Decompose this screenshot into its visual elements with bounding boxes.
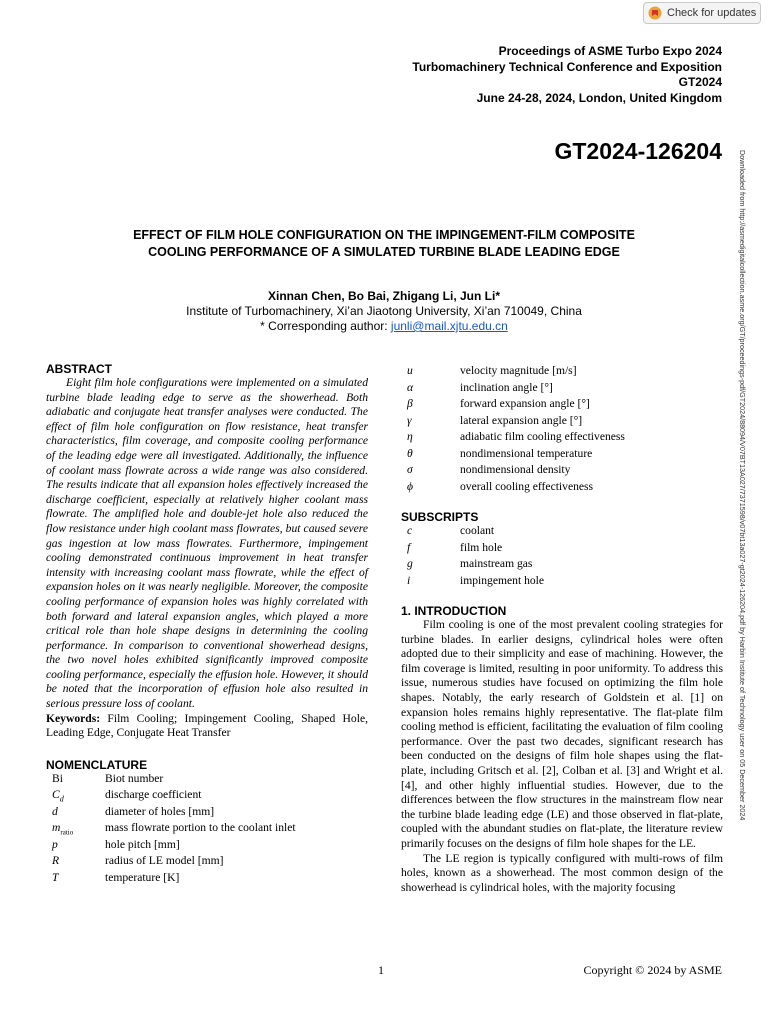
definition: discharge coefficient xyxy=(105,788,202,802)
symbol: θ xyxy=(407,446,413,460)
proceedings-line: Turbomachinery Technical Conference and Exposition xyxy=(412,59,722,74)
definition: inclination angle [°] xyxy=(460,380,553,394)
download-note: Downloaded from http://asmedigitalcollection.asme.org/GT/proceedings-pdf/GT2024/88094/V07BT13A027/7371598/v07bt13a027-gt2024-126204.pdf by Harbin Institute of Technology user on 05 December 2024 xyxy=(738,150,747,821)
table-row xyxy=(401,447,625,464)
greek-nomenclature-table xyxy=(401,364,625,496)
definition: diameter of holes [mm] xyxy=(105,804,215,818)
definition: nondimensional density xyxy=(460,463,571,476)
symbol: α xyxy=(407,380,414,394)
introduction-section xyxy=(401,604,723,895)
symbol-subscript: ratio xyxy=(60,828,74,837)
corresponding-author xyxy=(46,319,722,334)
proceedings-header xyxy=(412,44,722,106)
symbol: p xyxy=(52,837,58,851)
title-line: COOLING PERFORMANCE OF A SIMULATED TURBINE BLADE LEADING EDGE xyxy=(148,244,620,259)
definition: impingement hole xyxy=(460,573,545,587)
proceedings-line: Proceedings of ASME Turbo Expo 2024 xyxy=(498,44,722,58)
symbol: R xyxy=(52,854,60,868)
symbol: g xyxy=(407,557,413,570)
symbol: c xyxy=(407,524,413,537)
table-row xyxy=(46,854,296,871)
symbol-base: m xyxy=(52,821,61,835)
table-row xyxy=(46,838,296,855)
symbol: η xyxy=(407,430,413,443)
corresponding-email-link[interactable]: junli@mail.xjtu.edu.cn xyxy=(390,319,508,333)
author-names: Xinnan Chen, Bo Bai, Zhigang Li, Jun Li* xyxy=(267,289,500,303)
author-block xyxy=(46,289,722,334)
table-row xyxy=(401,364,625,381)
table-row xyxy=(401,524,544,541)
definition: hole pitch [mm] xyxy=(105,837,180,851)
definition: overall cooling effectiveness xyxy=(460,479,594,493)
abstract-text: Eight film hole configurations were implemented on a simulated turbine blade leading edge to serve as the showerhead. Both adiabatic and conjugate heat transfer analyses were conducted. The effect of film hole configuration on flow resistance, heat transfer characteristics, film coverage, and composite cooling performance of the leading edge were all investigated. Additionally, the influence of coolant mass flowrate across a wide range was also considered. The results indicate that all expansion holes effectively increased the discharge coefficient, especially at relatively higher coolant mass flowrate. The amplified hole and double-jet hole also reduced the flow resistance under high coolant mass flowrates, but caused severe gas ingestion at low mass flowrates. Furthermore, impingement cooling demonstrated continuous improvement in heat transfer intensity with increasing coolant mass flowrate, while the effect of expansion holes on it was nearly negligible. Moreover, the composite cooling performance of expansion holes was highly correlated with both forward and lateral expansion angles, which played a more critical role than hole shape designs in determining the cooling performance. In comparison to conventional showerhead designs, the two novel holes exhibited significantly improved composite cooling performance, especially the effusion hole. However, it should be noted that the incorporation of effusion hole also resulted in serious pressure loss of coolant. xyxy=(46,376,368,711)
definition: mass flowrate portion to the coolant inlet xyxy=(105,821,296,835)
symbol: d xyxy=(52,804,58,818)
check-for-updates-button[interactable] xyxy=(643,2,761,24)
table-row xyxy=(401,463,625,480)
table-row xyxy=(401,480,625,497)
symbol: f xyxy=(407,540,411,554)
symbol-base: C xyxy=(52,788,60,802)
paper-title xyxy=(46,227,722,260)
symbol-subscript: d xyxy=(59,794,64,804)
keywords-label: Keywords: xyxy=(46,711,101,725)
symbol: γ xyxy=(407,413,412,427)
keywords xyxy=(46,712,368,741)
symbol: u xyxy=(407,364,413,377)
nomenclature-heading: NOMENCLATURE xyxy=(46,757,148,772)
symbol: Bi xyxy=(52,771,63,785)
definition: forward expansion angle [°] xyxy=(460,397,590,410)
definition: adiabatic film cooling effectiveness xyxy=(460,430,625,443)
check-for-updates-label: Check for updates xyxy=(667,7,757,19)
symbol: σ xyxy=(407,463,413,476)
definition: lateral expansion angle [°] xyxy=(460,413,583,427)
table-row xyxy=(401,430,625,447)
symbol xyxy=(46,821,105,838)
right-column xyxy=(401,364,723,895)
table-row xyxy=(46,821,296,838)
introduction-heading: 1. INTRODUCTION xyxy=(401,604,507,618)
crossmark-icon xyxy=(648,6,662,20)
keywords-text: Film Cooling; Impingement Cooling, Shaped Hole, Leading Edge, Conjugate Heat Transfer xyxy=(46,711,368,740)
definition: velocity magnitude [m/s] xyxy=(460,364,577,377)
definition: temperature [K] xyxy=(105,870,180,884)
table-row xyxy=(401,574,544,591)
symbol xyxy=(46,788,105,805)
copyright-notice: Copyright © 2024 by ASME xyxy=(583,963,722,977)
left-column xyxy=(46,362,368,887)
definition: Biot number xyxy=(105,771,164,785)
paper-id: GT2024-126204 xyxy=(554,138,722,164)
definition: film hole xyxy=(460,540,503,554)
abstract-heading: ABSTRACT xyxy=(46,362,112,376)
intro-paragraph: The LE region is typically configured with multi-rows of film holes, known as a showerhead. The most common design of the showerhead is cylindrical holes, with the majority focusing xyxy=(401,851,723,894)
table-row xyxy=(46,772,296,789)
table-row xyxy=(401,381,625,398)
page-number: 1 xyxy=(378,963,384,977)
definition: nondimensional temperature xyxy=(460,446,593,460)
definition: coolant xyxy=(460,524,495,537)
corresponding-label: * Corresponding author: xyxy=(260,319,391,333)
proceedings-line: June 24-28, 2024, London, United Kingdom xyxy=(476,90,722,105)
symbol: ϕ xyxy=(407,479,414,493)
table-row xyxy=(401,414,625,431)
definition: mainstream gas xyxy=(460,557,533,570)
nomenclature-table xyxy=(46,772,296,888)
symbol: β xyxy=(407,397,413,410)
table-row xyxy=(46,805,296,822)
proceedings-line: GT2024 xyxy=(678,75,722,89)
table-row xyxy=(401,557,544,574)
symbol: T xyxy=(52,870,59,884)
title-line: EFFECT OF FILM HOLE CONFIGURATION ON THE IMPINGEMENT-FILM COMPOSITE xyxy=(133,228,635,242)
download-watermark xyxy=(738,150,748,870)
subscripts-heading: SUBSCRIPTS xyxy=(401,510,479,524)
table-row xyxy=(46,871,296,888)
table-row xyxy=(401,397,625,414)
intro-paragraph: Film cooling is one of the most prevalent cooling strategies for turbine blades. In earlier designs, cylindrical holes were often adopted due to their simplicity and ease of machining. However, the film coverage is limited, resulting in poor uniformity. To address this issue, numerous studies have focused on optimizing the film hole shapes. Notably, the early research of Goldstein et al. [1] on expansion holes remains highly representative. The flat-plate film cooling method is efficient, facilitating the evaluation of film cooling performance. Over the past two decades, significant research has been conducted on the designs of film hole shapes using the flat-plate, including Gritsch et al. [2], Colban et al. [3] and Wright et al. [4], and other highly influential studies. However, due to the differences between the flow structures in the mainstream flow near the turbine blade leading edge (LE) and those observed in flat-plate, coupled with the abundant studies on flat-plate, the literature review primarily focuses on the designs of film hole shapes for the LE. xyxy=(401,618,723,850)
symbol: i xyxy=(407,573,411,587)
affiliation: Institute of Turbomachinery, Xi’an Jiaotong University, Xi’an 710049, China xyxy=(186,304,582,318)
table-row xyxy=(401,541,544,558)
definition: radius of LE model [mm] xyxy=(105,854,224,868)
table-row xyxy=(46,788,296,805)
subscripts-table xyxy=(401,524,544,590)
